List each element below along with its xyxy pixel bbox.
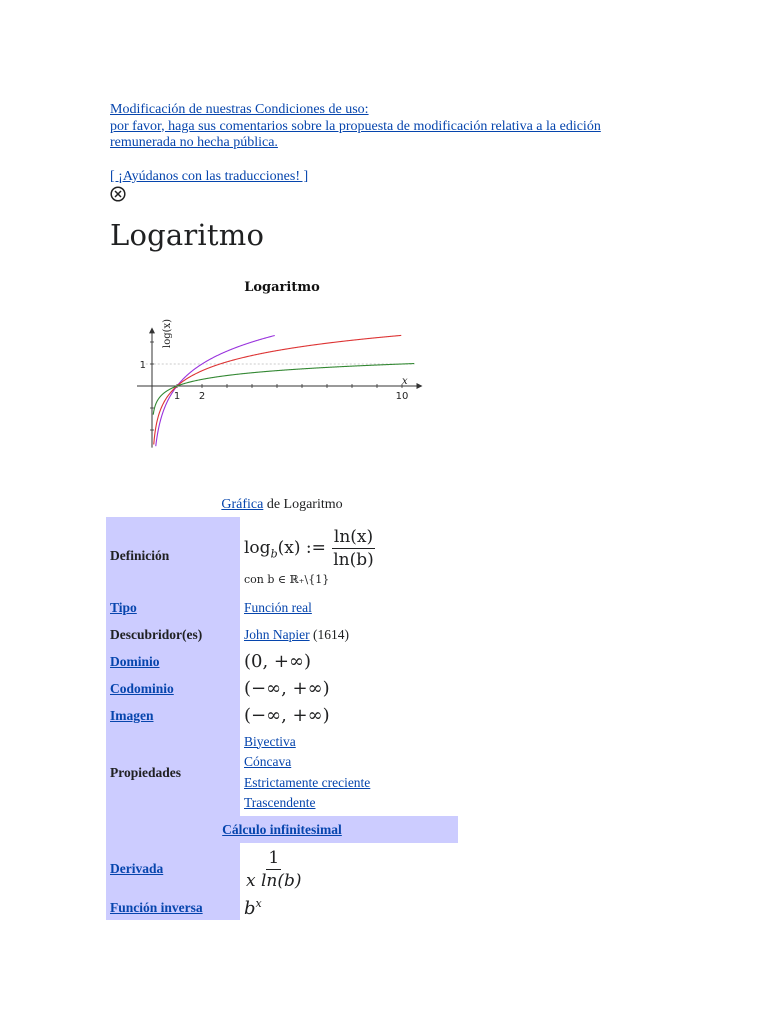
definition-formula <box>244 526 454 571</box>
calculo-infinitesimal-link[interactable]: Cálculo infinitesimal <box>222 821 342 837</box>
def-base: b <box>270 546 278 560</box>
x-tick-label: 1 <box>173 391 181 402</box>
notice-link-line2[interactable]: por favor, haga sus comentarios sobre la propuesta de modificación relativa a la edición <box>110 118 601 134</box>
imagen-label-link[interactable]: Imagen <box>110 707 154 723</box>
translation-help-link[interactable]: [ ¡Ayúdanos con las traducciones! ] <box>110 169 309 184</box>
x-tick-label: 2 <box>198 391 206 402</box>
chart-y-axis-label: log(x) <box>162 318 173 348</box>
inversa-base: b <box>244 897 256 919</box>
descubridor-year: (1614) <box>309 626 349 642</box>
caption-text: de Logaritmo <box>263 497 343 512</box>
descubridor-label: Descubridor(es) <box>106 621 240 648</box>
definicion-value <box>240 517 458 594</box>
propiedad-concava-link[interactable]: Cóncava <box>244 754 292 769</box>
close-icon-graphic <box>110 186 126 202</box>
def-log: log <box>244 537 271 558</box>
derivada-fraction <box>244 847 304 892</box>
funcion-inversa-value <box>240 895 458 920</box>
codominio-value: (−∞, +∞) <box>240 675 458 702</box>
dominio-value: (0, +∞) <box>240 648 458 675</box>
y-tick-label: 1 <box>139 360 146 371</box>
propiedad-trascendente-link[interactable]: Trascendente <box>244 795 316 810</box>
notice-link-line1[interactable]: Modificación de nuestras Condiciones de uso: <box>110 102 369 117</box>
dominio-label-link[interactable]: Dominio <box>110 653 160 669</box>
def-condition: con b ∈ ℝ₊\{1} <box>244 572 330 586</box>
def-fraction <box>331 526 376 571</box>
y-axis-arrow <box>149 327 155 333</box>
inversa-exponent: x <box>255 896 262 910</box>
x-tick-label: 10 <box>395 391 409 402</box>
chart-title: Logaritmo <box>244 280 320 295</box>
row-codominio <box>106 675 458 702</box>
chart-axes <box>137 327 423 447</box>
close-icon[interactable] <box>110 186 126 202</box>
definicion-label: Definición <box>106 517 240 594</box>
codominio-label-link[interactable]: Codominio <box>110 680 174 696</box>
log-curve-base-2.71 <box>154 335 402 444</box>
notice-link-line3[interactable]: remunerada no hecha pública. <box>110 135 278 150</box>
logarithm-figure <box>130 274 440 496</box>
propiedades-label: Propiedades <box>106 729 240 816</box>
derivada-numerator: 1 <box>268 847 280 868</box>
log-curve-base-2 <box>156 335 275 446</box>
tipo-value-link[interactable]: Función real <box>244 599 312 615</box>
propiedad-creciente-link[interactable]: Estrictamente creciente <box>244 774 371 790</box>
chart-x-axis-label: x <box>402 376 408 387</box>
x-axis-arrow <box>417 383 423 389</box>
def-arg: (x) := <box>277 537 326 558</box>
imagen-value: (−∞, +∞) <box>240 702 458 729</box>
caption-grafica-link[interactable]: Gráfica <box>221 497 264 512</box>
funcion-inversa-label-link[interactable]: Función inversa <box>110 899 203 915</box>
site-notice <box>110 102 710 152</box>
logarithm-chart <box>130 274 440 496</box>
chart-curves <box>153 335 414 446</box>
row-definicion <box>106 517 458 594</box>
row-dominio <box>106 648 458 675</box>
tipo-label-link[interactable]: Tipo <box>110 599 137 615</box>
descubridor-link[interactable]: John Napier <box>244 626 310 642</box>
def-denominator: ln(b) <box>333 549 374 570</box>
row-descubridor <box>106 621 458 648</box>
propiedad-biyectiva-link[interactable]: Biyectiva <box>244 733 296 749</box>
row-tipo <box>106 594 458 621</box>
def-numerator: ln(x) <box>333 526 374 547</box>
derivada-label-link[interactable]: Derivada <box>110 861 164 876</box>
row-funcion-inversa <box>106 895 458 920</box>
page-title: Logaritmo <box>110 218 265 252</box>
derivada-denominator: x ln(b) <box>246 870 302 891</box>
figure-caption <box>106 497 458 513</box>
row-derivada <box>106 843 458 895</box>
infobox <box>106 517 458 920</box>
row-calculo-header <box>106 816 458 843</box>
row-propiedades <box>106 729 458 816</box>
row-imagen <box>106 702 458 729</box>
